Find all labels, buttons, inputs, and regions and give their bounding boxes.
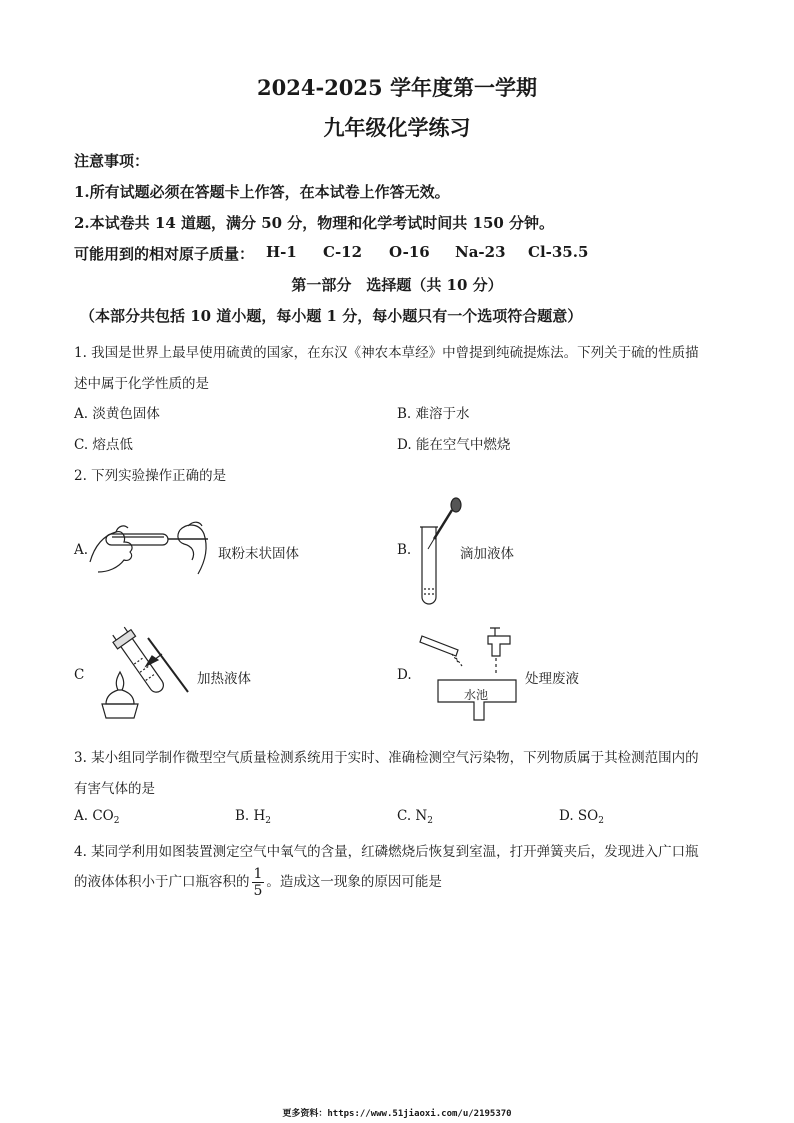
atomic-mass-c: C-12 xyxy=(323,243,363,261)
atomic-mass-label: 可能用到的相对原子质量： xyxy=(74,245,255,263)
atomic-mass-h: H-1 xyxy=(266,243,297,261)
q3-option-d: D. $SO_2$ xyxy=(559,808,604,826)
q3-stem-line2: 有害气体的是 xyxy=(74,781,155,797)
q1-option-b: B. 难溶于水 xyxy=(397,406,470,422)
q4-stem-line2: 的液体体积小于广口瓶容积的 $\frac{1}{5}$ 。造成这一现象的原因可能是 xyxy=(74,866,442,900)
waste-liquid-disposal-figure xyxy=(418,628,523,723)
q1-option-c: C. 熔点低 xyxy=(74,437,133,453)
q3-option-b: B. $H_2$ xyxy=(235,808,272,826)
q2-option-d-caption: 处理废液 xyxy=(525,671,579,687)
atomic-mass-na: Na-23 xyxy=(455,243,506,261)
q2-option-c-letter: C xyxy=(74,667,85,683)
notes-item-2: 2.本试卷共 14 道题，满分 50 分，物理和化学考试时间共 150 分钟。 xyxy=(74,214,555,232)
q4-fraction: $\frac{1}{5}$ xyxy=(253,866,263,900)
atomic-mass-cl: Cl-35.5 xyxy=(528,243,589,261)
part1-title: 第一部分 选择题（共 10 分） xyxy=(291,276,503,294)
powder-sampling-figure xyxy=(88,512,213,582)
q2-option-b-letter: B. xyxy=(397,542,412,558)
q2-option-b-caption: 滴加液体 xyxy=(460,546,514,562)
notes-heading: 注意事项： xyxy=(74,152,150,170)
sink-label: 水池 xyxy=(464,688,489,702)
part1-instruction: （本部分共包括 10 道小题，每小题 1 分，每小题只有一个选项符合题意） xyxy=(80,307,583,325)
q2-option-a-caption: 取粉末状固体 xyxy=(218,546,299,562)
q1-option-a: A. 淡黄色固体 xyxy=(74,406,160,422)
q2-option-d-letter: D. xyxy=(397,667,412,683)
heating-liquid-figure xyxy=(92,620,187,720)
q1-option-d: D. 能在空气中燃烧 xyxy=(397,437,511,453)
exam-title-subject: 九年级化学练习 xyxy=(323,115,471,140)
exam-title-term: 2024-2025 学年度第一学期 xyxy=(257,75,537,100)
q2-option-c-caption: 加热液体 xyxy=(197,671,251,687)
q4-stem-line1: 4. 某同学利用如图装置测定空气中氧气的含量，红磷燃烧后恢复到室温，打开弹簧夹后，发现进入广口瓶 xyxy=(74,844,699,860)
atomic-mass-o: O-16 xyxy=(389,243,430,261)
q2-option-a-letter: A. xyxy=(74,542,89,558)
q3-stem-line1: 3. 某小组同学制作微型空气质量检测系统用于实时、准确检测空气污染物，下列物质属于其检测范围内的 xyxy=(74,750,699,766)
q1-stem-line2: 述中属于化学性质的是 xyxy=(74,376,209,392)
q3-option-a: A. $CO_2$ xyxy=(74,808,120,826)
q3-option-c: C. $N_2$ xyxy=(397,808,433,826)
q1-stem-line1: 1. 我国是世界上最早使用硫黄的国家，在东汉《神农本草经》中曾提到纯硫提炼法。下列关于硫的性质描 xyxy=(74,345,699,361)
notes-item-1: 1.所有试题必须在答题卡上作答，在本试卷上作答无效。 xyxy=(74,183,450,201)
dropper-test-tube-figure xyxy=(414,497,464,607)
q2-stem: 2. 下列实验操作正确的是 xyxy=(74,468,227,484)
footer-more-resources: 更多资料：https://www.51jiaoxi.com/u/2195370 xyxy=(282,1109,512,1119)
